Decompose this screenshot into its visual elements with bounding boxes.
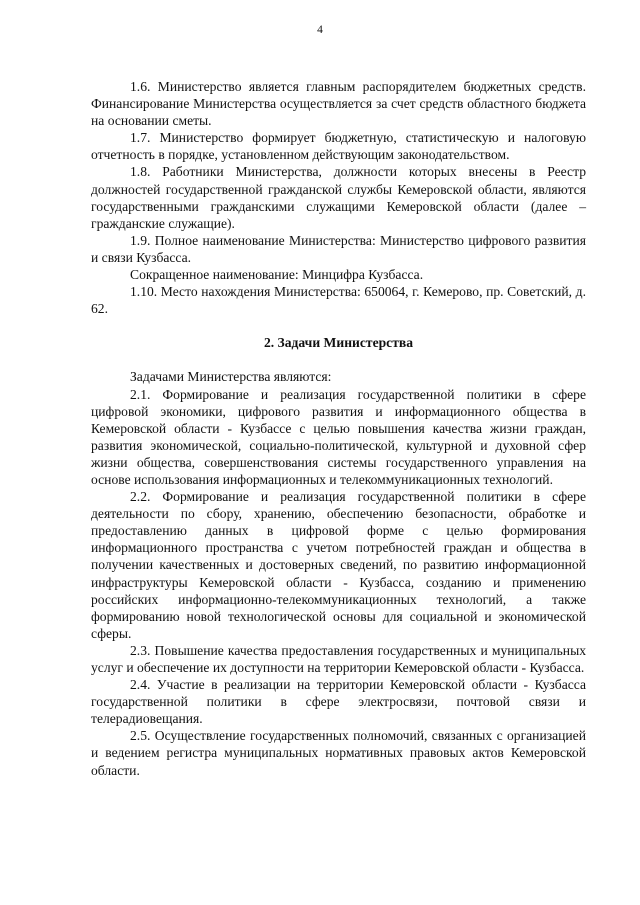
document-body bbox=[91, 78, 586, 779]
paragraph-1-7: 1.7. Министерство формирует бюджетную, статистическую и налоговую отчетность в порядке, установленном действующим законодательством. bbox=[91, 130, 586, 163]
paragraph-2-2: 2.2. Формирование и реализация государственной политики в сфере деятельности по сбору, хранению, обеспечению безопасности, обработке и предоставлению данных в цифровой форме с целью формирования информационного пространства с учетом потребностей граждан и общества в получении качественных и достоверных сведений, по развитию информационной инфраструктуры Кемеровской области - Кузбасса, созданию и применению российских информационно-телекоммуникационных технологий, а также формированию новой технологической основы для социальной и экономической сферы. bbox=[91, 489, 586, 641]
page-number: 4 bbox=[317, 24, 323, 36]
paragraph-2-4: 2.4. Участие в реализации на территории Кемеровской области - Кузбасса государственной политики в сфере электросвязи, почтовой связи и телерадиовещания. bbox=[91, 677, 586, 727]
paragraph-2-3: 2.3. Повышение качества предоставления государственных и муниципальных услуг и обеспечение их доступности на территории Кемеровской области - Кузбасса. bbox=[91, 642, 586, 675]
paragraph-short-name: Сокращенное наименование: Минцифра Кузбасса. bbox=[130, 267, 424, 283]
paragraph-2-1: 2.1. Формирование и реализация государственной политики в сфере цифровой экономики, цифрового развития и информационного общества в Кемеровской области - Кузбассе с целью повышения качества жизни граждан, развития экономической, социально-политической, культурной и духовной сфер жизни общества, совершенствования системы государственного управления на основе использования информационных и телекоммуникационных технологий. bbox=[91, 386, 586, 487]
paragraph-1-6: 1.6. Министерство является главным распорядителем бюджетных средств. Финансирование Министерства осуществляется за счет средств областного бюджета на основании сметы. bbox=[91, 79, 586, 129]
paragraph-1-8: 1.8. Работники Министерства, должности которых внесены в Реестр должностей государственной гражданской службы Кемеровской области, являются государственными гражданскими служащими Кемеровской области (далее – гражданские служащие). bbox=[91, 164, 586, 231]
paragraph-2-5: 2.5. Осуществление государственных полномочий, связанных с организацией и ведением регистра муниципальных нормативных правовых актов Кемеровской области. bbox=[91, 728, 586, 778]
paragraph-1-9: 1.9. Полное наименование Министерства: Министерство цифрового развития и связи Кузбасса. bbox=[91, 232, 586, 265]
paragraph-1-10: 1.10. Место нахождения Министерства: 650064, г. Кемерово, пр. Советский, д. 62. bbox=[91, 284, 586, 317]
section-2-intro: Задачами Министерства являются: bbox=[130, 369, 332, 385]
section-2-title: 2. Задачи Министерства bbox=[263, 335, 414, 351]
